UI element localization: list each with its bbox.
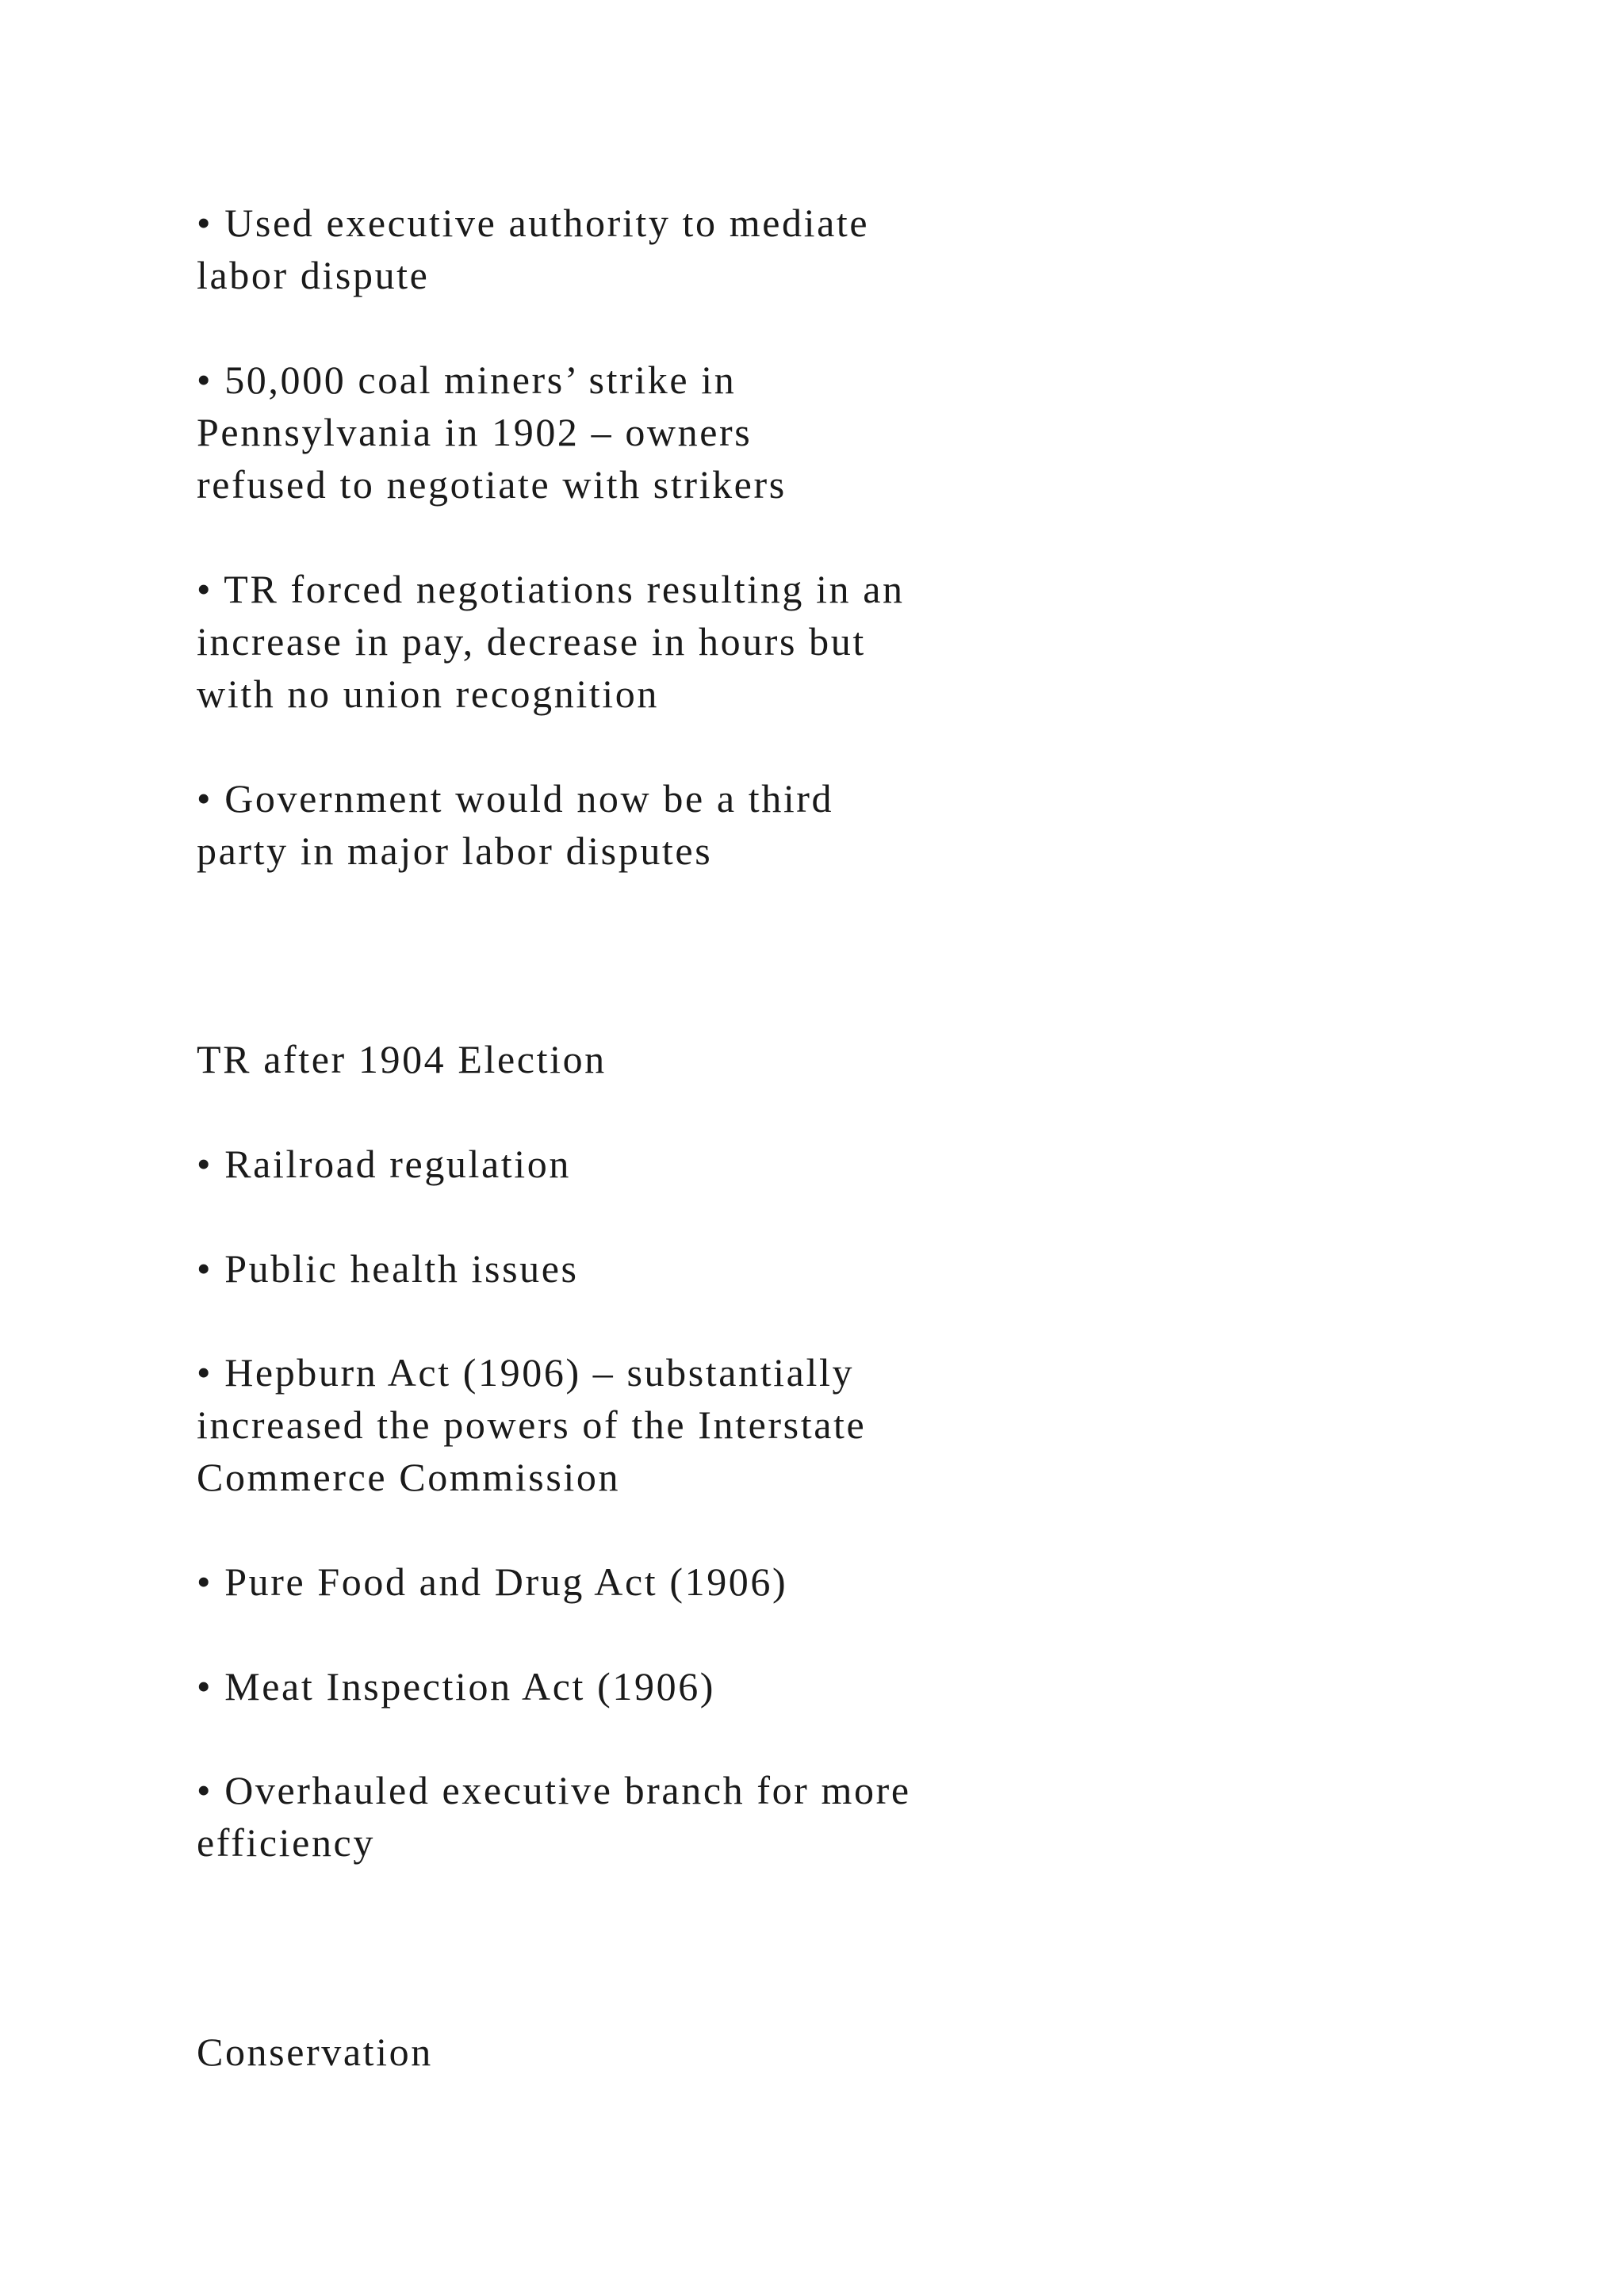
bullet-text-line: Commerce Commission — [197, 1455, 621, 1499]
section-heading: Conservation — [197, 2030, 433, 2074]
section-heading: TR after 1904 Election — [197, 1037, 607, 1081]
bullet-text-line: increase in pay, decrease in hours but — [197, 619, 866, 664]
bullet-text-line: labor dispute — [197, 253, 430, 297]
bullet-text-line: • Railroad regulation — [197, 1142, 571, 1186]
bullet-text-line: • Government would now be a third — [197, 776, 834, 821]
bullet-text-line: • Overhauled executive branch for more — [197, 1768, 911, 1812]
bullet-text-line: Pennsylvania in 1902 – owners — [197, 410, 753, 454]
bullet-text-line: • Hepburn Act (1906) – substantially — [197, 1350, 855, 1395]
bullet-text-line: • Meat Inspection Act (1906) — [197, 1664, 716, 1709]
bullet-text-line: • 50,000 coal miners’ strike in — [197, 358, 737, 402]
bullet-text-line: party in major labor disputes — [197, 828, 713, 873]
bullet-text-line: • Pure Food and Drug Act (1906) — [197, 1559, 788, 1604]
bullet-text-line: • Public health issues — [197, 1246, 579, 1291]
bullet-text-line: increased the powers of the Interstate — [197, 1402, 867, 1447]
bullet-text-line: • Used executive authority to mediate — [197, 201, 870, 245]
bullet-text-line: with no union recognition — [197, 672, 659, 716]
bullet-text-line: efficiency — [197, 1820, 375, 1865]
bullet-text-line: • TR forced negotiations resulting in an — [197, 567, 905, 611]
bullet-text-line: refused to negotiate with strikers — [197, 462, 787, 507]
